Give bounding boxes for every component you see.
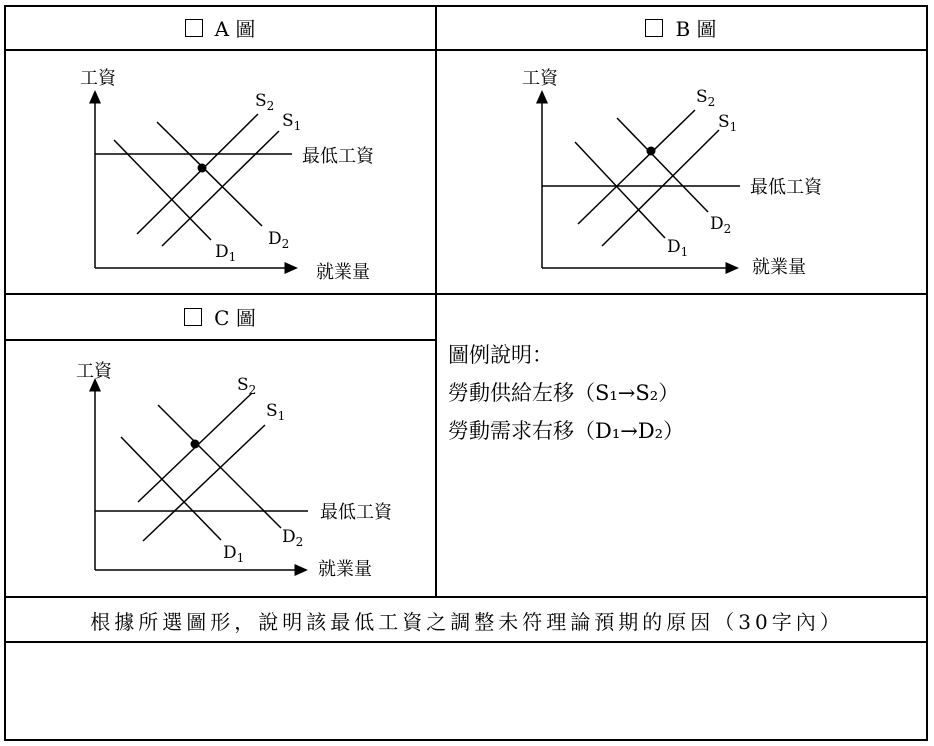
graph-b-d2-label: $D_2$	[710, 214, 732, 236]
graph-b-equilibrium-point	[647, 147, 656, 156]
option-c-label: C 圖	[214, 306, 256, 330]
graph-b-s1-label: $S_1$	[718, 112, 738, 134]
legend-title: 圖例說明：	[448, 343, 553, 367]
graph-b-min-wage-label: 最低工資	[750, 177, 822, 198]
graph-b-d1-line	[575, 142, 665, 238]
graph-a-s1-line	[162, 131, 279, 246]
question-prompt: 根據所選圖形，說明該最低工資之調整未符理論預期的原因（30字內）	[90, 609, 844, 634]
graph-c-equilibrium-point	[191, 440, 200, 449]
graph-a-d1-label: $D_1$	[215, 242, 237, 264]
graph-a-min-wage-label: 最低工資	[302, 146, 374, 167]
graph-b-x-label: 就業量	[752, 257, 806, 278]
graph-b-d1-label: $D_1$	[667, 237, 689, 259]
graph-b-s1-line	[602, 130, 719, 246]
answer-area[interactable]	[6, 643, 925, 738]
graph-b-s2-label: $S_2$	[696, 87, 716, 109]
graph-a-s1-label: $S_1$	[282, 111, 302, 133]
legend-demand-shift: 勞動需求右移（D₁→D₂）	[448, 419, 685, 443]
graph-c-y-label: 工資	[76, 361, 112, 382]
graph-a-d2-label: $D_2$	[268, 229, 290, 251]
graph-b-d2-line	[617, 118, 708, 212]
graph-a-s2-label: $S_2$	[255, 91, 275, 113]
graph-a-d1-line	[114, 140, 211, 240]
graph-a-x-label: 就業量	[316, 262, 370, 283]
graph-c-s1-line	[143, 425, 265, 541]
graph-c-d1-label: $D_1$	[223, 543, 245, 565]
graph-a-equilibrium-point	[198, 164, 207, 173]
graph-c-s1-label: $S_1$	[266, 401, 286, 423]
legend-supply-shift: 勞動供給左移（S₁→S₂）	[448, 381, 680, 405]
graph-c-x-label: 就業量	[318, 559, 372, 580]
graph-a-y-label: 工資	[80, 68, 116, 89]
graph-c-d2-label: $D_2$	[282, 527, 304, 549]
option-b-label: B 圖	[675, 17, 717, 41]
graph-a-s2-line	[137, 114, 258, 234]
graph-c-min-wage-label: 最低工資	[320, 502, 392, 523]
graph-a-d2-line	[157, 122, 262, 226]
graph-b-y-label: 工資	[522, 68, 558, 89]
option-a-label: A 圖	[214, 17, 256, 41]
legend-box	[448, 336, 684, 450]
graph-c-s2-label: $S_2$	[237, 375, 257, 397]
